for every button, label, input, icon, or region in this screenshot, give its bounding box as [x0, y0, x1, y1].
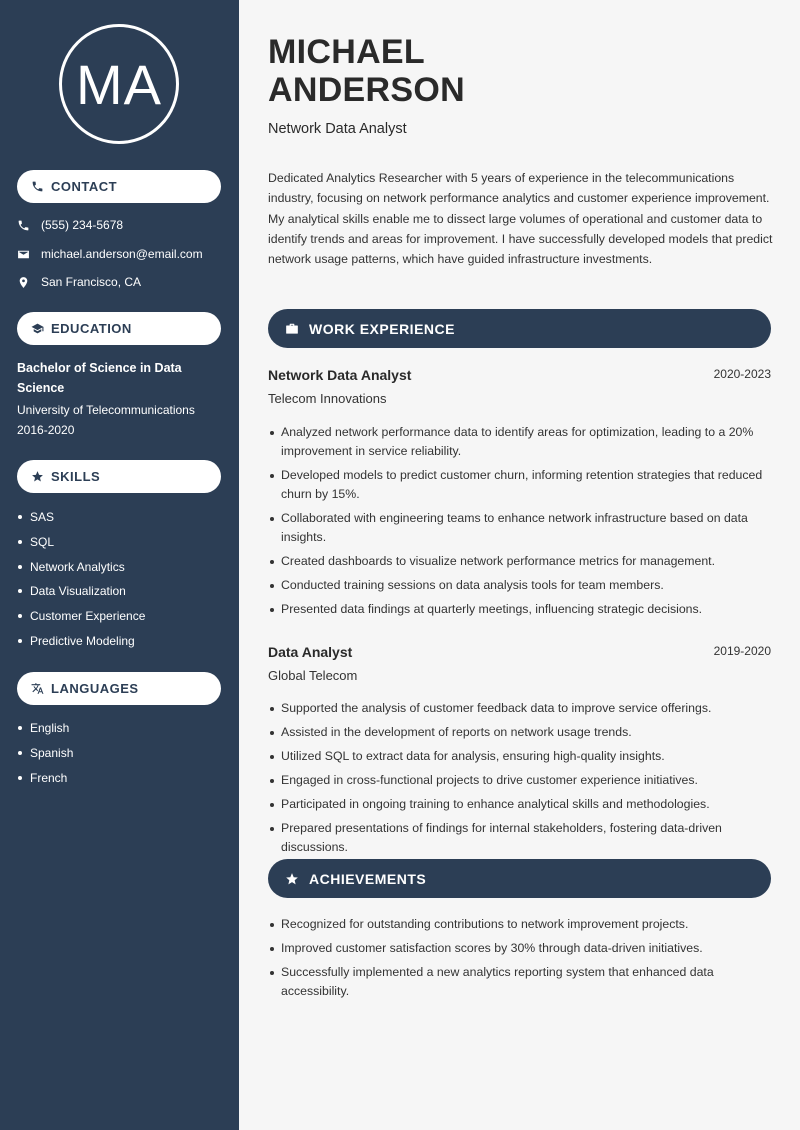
skills-heading-label: SKILLS [51, 469, 101, 484]
list-item: Utilized SQL to extract data for analysis, ensuring high-quality insights. [268, 747, 773, 766]
skill-item: Predictive Modeling [17, 634, 145, 659]
skill-item: SQL [17, 535, 145, 560]
achievements-list [268, 915, 773, 1006]
phone-icon [17, 219, 30, 232]
envelope-icon [17, 248, 30, 261]
list-item: Successfully implemented a new analytics reporting system that enhanced data accessibility. [268, 963, 773, 1001]
skill-item: Customer Experience [17, 609, 145, 634]
job-2-title: Data Analyst [268, 644, 353, 660]
phone-icon [31, 180, 44, 193]
achievements-heading-label: ACHIEVEMENTS [309, 870, 427, 887]
list-item: Engaged in cross-functional projects to drive customer experience initiatives. [268, 771, 773, 790]
translate-icon [31, 682, 44, 695]
sidebar [0, 0, 239, 1130]
name-first: MICHAEL [268, 33, 425, 71]
work-experience-heading [268, 309, 771, 348]
contact-heading-label: CONTACT [51, 179, 118, 194]
job-2-dates: 2019-2020 [713, 644, 771, 658]
list-item: Recognized for outstanding contributions to network improvement projects. [268, 915, 773, 934]
star-icon [31, 470, 44, 483]
map-pin-icon [17, 276, 30, 289]
list-item: Supported the analysis of customer feedback data to improve service offerings. [268, 699, 773, 718]
work-experience-heading-label: WORK EXPERIENCE [309, 320, 455, 337]
contact-email [17, 247, 203, 261]
contact-heading [17, 170, 221, 203]
job-1-title: Network Data Analyst [268, 367, 412, 383]
education-school: University of Telecommunications [17, 403, 195, 417]
skill-item: Network Analytics [17, 560, 145, 585]
language-item: French [17, 771, 73, 796]
monogram-avatar: MA [59, 24, 179, 144]
education-heading-label: EDUCATION [51, 321, 132, 336]
list-item: Assisted in the development of reports on network usage trends. [268, 723, 773, 742]
graduation-cap-icon [31, 322, 44, 335]
skill-item: Data Visualization [17, 584, 145, 609]
list-item: Developed models to predict customer churn, informing retention strategies that reduced churn by 15%. [268, 466, 773, 504]
list-item: Conducted training sessions on data analysis tools for team members. [268, 576, 773, 595]
job-title-headline: Network Data Analyst [268, 121, 407, 137]
star-icon [285, 872, 299, 886]
education-heading [17, 312, 221, 345]
list-item: Participated in ongoing training to enhance analytical skills and methodologies. [268, 795, 773, 814]
languages-heading-label: LANGUAGES [51, 681, 139, 696]
list-item: Collaborated with engineering teams to enhance network infrastructure based on data insights. [268, 509, 773, 547]
list-item: Prepared presentations of findings for internal stakeholders, fostering data-driven discussions. [268, 819, 773, 857]
job-2-bullets [268, 699, 773, 862]
profile-summary: Dedicated Analytics Researcher with 5 years of experience in the telecommunications industry, focusing on network performance analytics and customer experience improvement. My analytical skills enable me to dissect large volumes of operational and customer data to identify trends and areas for improvement. I have successfully developed models that predict network usage patterns, which have guided infrastructure investments. [268, 171, 773, 267]
job-1-company: Telecom Innovations [268, 391, 387, 406]
contact-phone-text: (555) 234-5678 [41, 218, 124, 232]
skills-heading [17, 460, 221, 493]
job-1-dates: 2020-2023 [713, 367, 771, 381]
list-item: Improved customer satisfaction scores by 30% through data-driven initiatives. [268, 939, 773, 958]
skill-item: SAS [17, 510, 145, 535]
contact-phone [17, 218, 123, 232]
contact-location [17, 275, 141, 289]
achievements-heading [268, 859, 771, 898]
list-item: Analyzed network performance data to identify areas for optimization, leading to a 20% improvement in service reliability. [268, 423, 773, 461]
contact-location-text: San Francisco, CA [41, 275, 142, 289]
full-name [268, 33, 465, 109]
name-last: ANDERSON [268, 71, 465, 109]
contact-email-text: michael.anderson@email.com [41, 247, 203, 261]
languages-list [17, 721, 73, 795]
briefcase-icon [285, 322, 299, 336]
language-item: English [17, 721, 73, 746]
education-degree: Bachelor of Science in Data Science [17, 361, 182, 395]
list-item: Created dashboards to visualize network performance metrics for management. [268, 552, 773, 571]
job-2-company: Global Telecom [268, 668, 358, 683]
languages-heading [17, 672, 221, 705]
list-item: Presented data findings at quarterly meetings, influencing strategic decisions. [268, 600, 773, 619]
skills-list [17, 510, 145, 659]
job-1-bullets [268, 423, 773, 624]
education-years: 2016-2020 [17, 423, 75, 437]
language-item: Spanish [17, 746, 73, 771]
